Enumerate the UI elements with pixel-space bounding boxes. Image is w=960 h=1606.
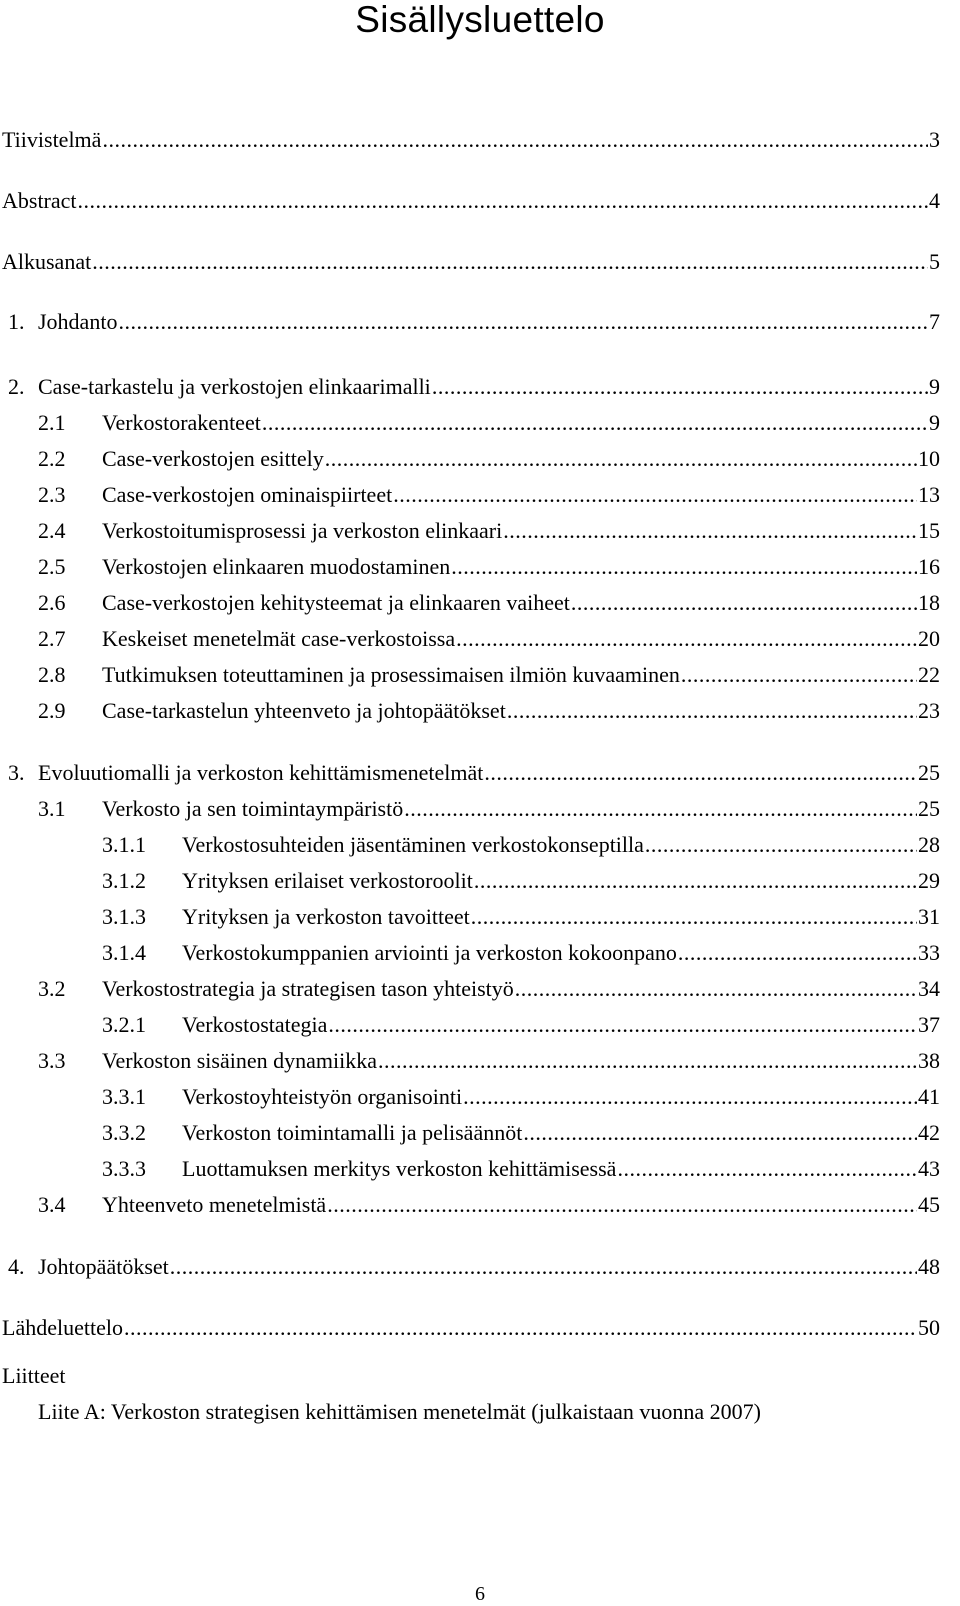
toc-entry[interactable] — [38, 588, 940, 618]
toc-entry-number: 3.2 — [38, 976, 66, 1001]
toc-entry-title: Tutkimuksen toteuttaminen ja prosessimaisen ilmiön kuvaaminen — [102, 662, 680, 687]
toc-dot-leader — [78, 186, 928, 216]
toc-entry-number: 2.8 — [38, 662, 66, 687]
toc-entry-title: Alkusanat — [2, 249, 92, 274]
toc-dot-leader — [456, 624, 917, 654]
toc-entry-page: 33 — [918, 940, 940, 965]
toc-entry-number: 3.3.2 — [102, 1120, 146, 1145]
toc-dot-leader — [463, 1082, 917, 1112]
toc-entry-page: 13 — [918, 482, 940, 507]
toc-entry-title: Verkostokumppanien arviointi ja verkoston kokoonpano — [182, 940, 677, 965]
toc-entry-title: Case-verkostojen kehitysteemat ja elinkaaren vaiheet — [102, 590, 570, 615]
toc-entry[interactable] — [38, 516, 940, 546]
toc-entry-title: Verkoston toimintamalli ja pelisäännöt — [182, 1120, 523, 1145]
toc-entry-title: Tiivistelmä — [2, 127, 102, 152]
toc-entry[interactable] — [102, 1082, 940, 1112]
toc-entry-title: Case-verkostojen ominaispiirteet — [102, 482, 393, 507]
toc-entry-number: 4. — [8, 1254, 25, 1279]
toc-entry-page: 16 — [918, 554, 940, 579]
toc-dot-leader — [262, 408, 928, 438]
toc-entry-page: 31 — [918, 904, 940, 929]
toc-entry-title: Evoluutiomalli ja verkoston kehittämismenetelmät — [38, 760, 484, 785]
toc-dot-leader — [681, 660, 917, 690]
page-title: Sisällysluettelo — [355, 0, 605, 40]
toc-entry-title: Yrityksen erilaiset verkostoroolit — [182, 868, 473, 893]
toc-entry[interactable] — [38, 974, 940, 1004]
toc-entry-page: 45 — [918, 1192, 940, 1217]
toc-entry[interactable] — [38, 624, 940, 654]
toc-entry[interactable] — [102, 938, 940, 968]
toc-entry[interactable] — [2, 186, 940, 216]
toc-entry-page: 48 — [918, 1254, 940, 1279]
toc-entry-page: 4 — [929, 188, 940, 213]
toc-dot-leader — [507, 696, 917, 726]
toc-entry-title: Verkostostrategia ja strategisen tason yhteistyö — [102, 976, 514, 1001]
toc-dot-leader — [678, 938, 917, 968]
toc-entry[interactable] — [38, 552, 940, 582]
toc-dot-leader — [92, 247, 928, 277]
toc-entry-page: 38 — [918, 1048, 940, 1073]
toc-entry-number: 3.3.1 — [102, 1084, 146, 1109]
toc-entry[interactable] — [38, 408, 940, 438]
toc-entry-number: 3.1.2 — [102, 868, 146, 893]
toc-entry[interactable] — [38, 696, 940, 726]
toc-entry[interactable] — [8, 372, 940, 402]
toc-entry-title: Verkostorakenteet — [102, 410, 261, 435]
toc-dot-leader — [378, 1046, 917, 1076]
toc-entry[interactable] — [38, 660, 940, 690]
toc-entry-title: Luottamuksen merkitys verkoston kehittämisessä — [182, 1156, 617, 1181]
toc-entry-page: 43 — [918, 1156, 940, 1181]
toc-dot-leader — [471, 902, 917, 932]
appendix-heading: Liitteet — [2, 1363, 66, 1388]
page-number: 6 — [475, 1583, 485, 1605]
toc-entry-page: 28 — [918, 832, 940, 857]
toc-dot-leader — [327, 1190, 917, 1220]
toc-entry[interactable] — [2, 1313, 940, 1343]
toc-entry[interactable] — [102, 830, 940, 860]
toc-entry-page: 34 — [918, 976, 940, 1001]
toc-entry-page: 20 — [918, 626, 940, 651]
toc-entry-page: 7 — [929, 309, 940, 334]
toc-dot-leader — [523, 1118, 917, 1148]
toc-entry-page: 3 — [929, 127, 940, 152]
toc-entry-title: Verkosto ja sen toimintaympäristö — [102, 796, 404, 821]
toc-entry-number: 3.1.1 — [102, 832, 146, 857]
toc-entry-title: Keskeiset menetelmät case-verkostoissa — [102, 626, 456, 651]
toc-entry-page: 18 — [918, 590, 940, 615]
toc-dot-leader — [617, 1154, 917, 1184]
toc-entry[interactable] — [2, 125, 940, 155]
toc-entry-page: 25 — [918, 760, 940, 785]
appendix-item: Liite A: Verkoston strategisen kehittämisen menetelmät (julkaistaan vuonna 2007) — [38, 1399, 761, 1424]
toc-entry-title: Verkoston sisäinen dynamiikka — [102, 1048, 377, 1073]
toc-entry-page: 5 — [929, 249, 940, 274]
toc-entry-title: Verkostojen elinkaaren muodostaminen — [102, 554, 451, 579]
toc-entry[interactable] — [8, 307, 940, 337]
toc-entry-number: 3. — [8, 760, 25, 785]
toc-entry[interactable] — [2, 247, 940, 277]
toc-entry-number: 2.7 — [38, 626, 66, 651]
toc-entry-page: 23 — [918, 698, 940, 723]
toc-entry[interactable] — [102, 1010, 940, 1040]
toc-entry-number: 1. — [8, 309, 25, 334]
toc-entry-number: 3.3 — [38, 1048, 66, 1073]
toc-entry-page: 29 — [918, 868, 940, 893]
toc-entry[interactable] — [102, 866, 940, 896]
toc-entry-page: 15 — [918, 518, 940, 543]
toc-entry-number: 3.3.3 — [102, 1156, 146, 1181]
toc-entry-title: Abstract — [2, 188, 77, 213]
toc-entry-title: Case-tarkastelun yhteenveto ja johtopäätökset — [102, 698, 506, 723]
toc-entry-number: 2.9 — [38, 698, 66, 723]
toc-entry-number: 3.1.4 — [102, 940, 146, 965]
toc-entry-title: Verkostosuhteiden jäsentäminen verkostokonseptilla — [182, 832, 644, 857]
toc-entry-title: Verkostostategia — [182, 1012, 328, 1037]
toc-dot-leader — [118, 307, 928, 337]
toc-entry-number: 2. — [8, 374, 25, 399]
toc-entry[interactable] — [8, 1252, 940, 1282]
toc-dot-leader — [503, 516, 917, 546]
toc-entry-number: 2.4 — [38, 518, 66, 543]
toc-dot-leader — [474, 866, 917, 896]
toc-entry-title: Verkostoitumisprosessi ja verkoston elinkaari — [102, 518, 503, 543]
toc-entry[interactable] — [102, 1154, 940, 1184]
toc-dot-leader — [124, 1313, 917, 1343]
toc-entry[interactable] — [102, 1118, 940, 1148]
toc-entry-number: 2.6 — [38, 590, 66, 615]
toc-dot-leader — [571, 588, 917, 618]
toc-entry[interactable] — [102, 902, 940, 932]
toc-entry-number: 2.5 — [38, 554, 66, 579]
toc-dot-leader — [432, 372, 928, 402]
toc-entry-page: 22 — [918, 662, 940, 687]
toc-entry-page: 9 — [929, 410, 940, 435]
toc-entry-title: Case-verkostojen esittely — [102, 446, 324, 471]
toc-dot-leader — [102, 125, 928, 155]
toc-entry-title: Verkostoyhteistyön organisointi — [182, 1084, 463, 1109]
toc-entry-title: Yhteenveto menetelmistä — [102, 1192, 327, 1217]
toc-entry-title: Johdanto — [38, 309, 118, 334]
toc-entry-page: 42 — [918, 1120, 940, 1145]
toc-entry-title: Lähdeluettelo — [2, 1315, 123, 1340]
toc-dot-leader — [328, 1010, 917, 1040]
toc-entry-page: 37 — [918, 1012, 940, 1037]
toc-entry-number: 2.1 — [38, 410, 66, 435]
toc-entry[interactable] — [38, 1046, 940, 1076]
toc-entry-title: Case-tarkastelu ja verkostojen elinkaarimalli — [38, 374, 431, 399]
toc-entry-page: 41 — [918, 1084, 940, 1109]
toc-entry-number: 3.1 — [38, 796, 66, 821]
toc-dot-leader — [645, 830, 917, 860]
toc-entry-number: 3.1.3 — [102, 904, 146, 929]
toc-dot-leader — [451, 552, 917, 582]
toc-dot-leader — [325, 444, 917, 474]
toc-entry-page: 50 — [918, 1315, 940, 1340]
toc-entry[interactable] — [38, 480, 940, 510]
toc-entry-page: 10 — [918, 446, 940, 471]
toc-dot-leader — [404, 794, 917, 824]
toc-dot-leader — [393, 480, 917, 510]
toc-entry-number: 3.2.1 — [102, 1012, 146, 1037]
toc-dot-leader — [484, 758, 917, 788]
toc-dot-leader — [515, 974, 917, 1004]
toc-entry-number: 3.4 — [38, 1192, 66, 1217]
toc-dot-leader — [170, 1252, 917, 1282]
toc-entry-title: Johtopäätökset — [38, 1254, 169, 1279]
toc-entry-page: 9 — [929, 374, 940, 399]
toc-entry[interactable] — [38, 444, 940, 474]
toc-entry-title: Yrityksen ja verkoston tavoitteet — [182, 904, 470, 929]
toc-entry[interactable] — [8, 758, 940, 788]
toc-entry[interactable] — [38, 794, 940, 824]
toc-entry-number: 2.3 — [38, 482, 66, 507]
toc-entry-page: 25 — [918, 796, 940, 821]
toc-entry-number: 2.2 — [38, 446, 66, 471]
toc-entry[interactable] — [38, 1190, 940, 1220]
